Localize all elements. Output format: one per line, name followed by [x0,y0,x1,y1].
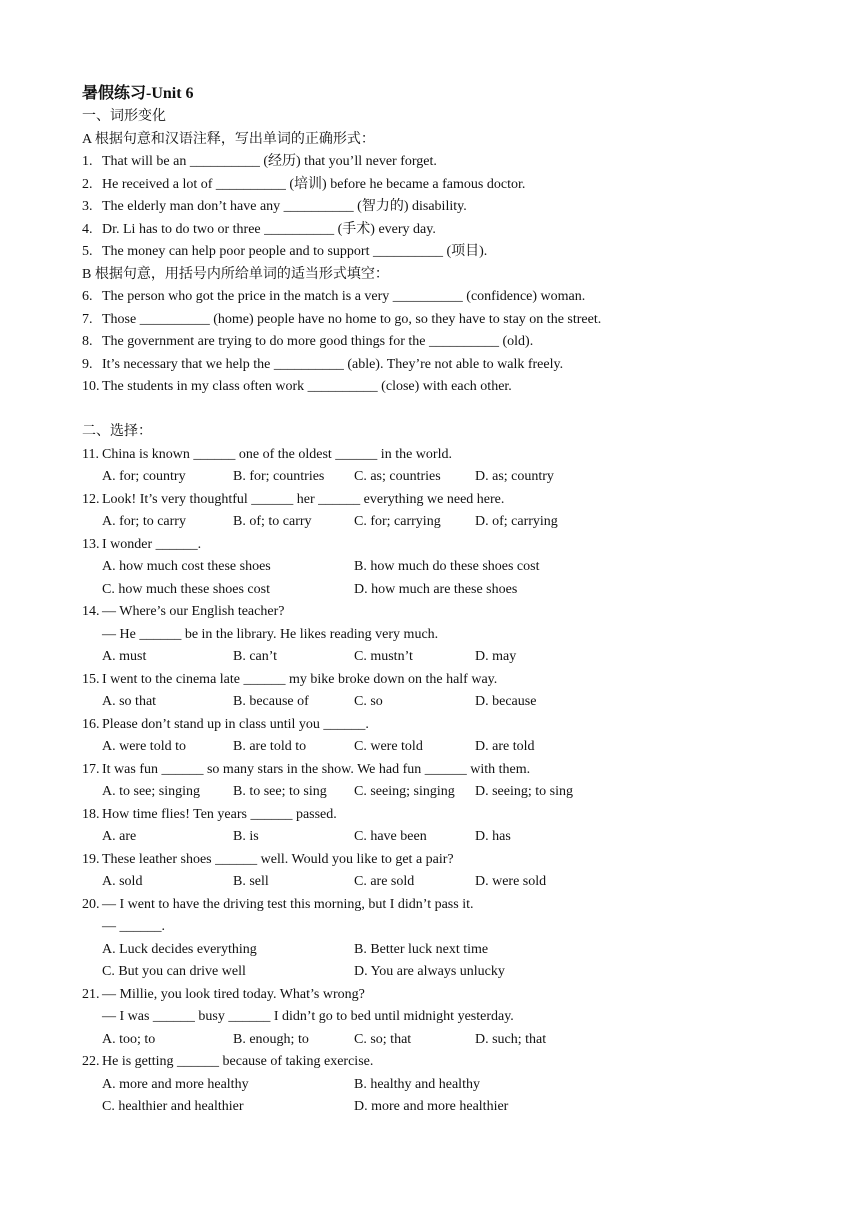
option-row [82,511,782,534]
answer-option: D. of; carrying [475,514,558,529]
question-stem [82,984,782,1007]
question [82,849,782,894]
item-text: The students in my class often work __________ (close) with each other. [102,379,512,394]
option-row [82,871,782,894]
fill-in-item [82,241,782,264]
answer-option: B. can’t [233,649,278,664]
option-row [82,1029,782,1052]
item-text: I went to the cinema late ______ my bike broke down on the half way. [102,671,498,687]
option-row [82,466,782,489]
fill-in-item [82,331,782,354]
answer-option: B. sell [233,874,269,889]
answer-option: A. for; to carry [102,514,186,529]
item-number: 14. [82,604,100,619]
part-b-instruction: B 根据句意，用括号内所给单词的适当形式填空： [82,266,389,282]
item-number: 21. [82,986,100,1002]
worksheet [82,84,782,1119]
item-text: The money can help poor people and to support __________ (项目). [102,244,488,259]
item-number: 15. [82,671,100,687]
item-number: 22. [82,1054,100,1069]
answer-option: C. have been [354,829,427,844]
option-row [82,961,782,984]
item-text: Dr. Li has to do two or three __________ (手术) every day. [102,221,436,237]
item-number: 4. [82,221,93,237]
answer-option: D. as; country [475,469,554,484]
item-number: 10. [82,379,100,394]
fill-in-item [82,174,782,197]
fill-in-item [82,309,782,332]
question-stem [82,601,782,624]
answer-option: A. were told to [102,739,186,754]
question [82,1051,782,1119]
item-text: Please don’t stand up in class until you ______. [102,716,369,732]
option-row [82,1074,782,1097]
option-row [82,1096,782,1119]
question [82,894,782,984]
item-text: — Millie, you look tired today. What’s wrong? [102,986,365,1002]
item-number: 3. [82,199,93,214]
question [82,984,782,1052]
answer-option: D. because [475,694,537,709]
answer-option: A. Luck decides everything [102,941,257,957]
item-text: He is getting ______ because of taking exercise. [102,1054,374,1069]
answer-option: C. But you can drive well [102,964,246,979]
question [82,759,782,804]
item-text: The elderly man don’t have any __________ (智力的) disability. [102,199,467,214]
question [82,534,782,602]
spacer [82,399,782,422]
section-2-heading: 二、选择： [82,424,152,439]
item-number: 5. [82,244,93,259]
item-text: — I went to have the driving test this morning, but I didn’t pass it. [102,896,474,912]
item-text: I wonder ______. [102,536,202,552]
item-text: These leather shoes ______ well. Would you like to get a pair? [102,851,454,867]
option-row [82,579,782,602]
answer-option: C. mustn’t [354,649,413,664]
answer-option: A. for; country [102,469,186,484]
answer-option: B. enough; to [233,1031,309,1047]
item-number: 9. [82,356,93,372]
option-row [82,826,782,849]
answer-option: A. more and more healthy [102,1076,249,1092]
answer-option: C. as; countries [354,469,441,484]
question-stem [82,714,782,737]
item-text: How time flies! Ten years ______ passed. [102,806,337,822]
answer-option: B. Better luck next time [354,941,489,957]
option-row [82,691,782,714]
answer-option: D. such; that [475,1031,547,1047]
item-text: The person who got the price in the match is a very __________ (confidence) woman. [102,289,586,304]
part-b-items [82,286,782,399]
part-a-instruction: A 根据句意和汉语注释，写出单词的正确形式： [82,131,375,147]
fill-in-item [82,286,782,309]
answer-option: B. is [233,829,259,844]
item-text: The government are trying to do more good things for the __________ (old). [102,334,534,349]
answer-option: A. how much cost these shoes [102,559,271,574]
option-row [82,939,782,962]
option-row [82,556,782,579]
item-number: 19. [82,851,100,867]
option-row [82,646,782,669]
item-text: Those __________ (home) people have no home to go, so they have to stay on the street. [102,311,602,327]
question-stem [82,1051,782,1074]
answer-option: C. seeing; singing [354,784,455,799]
item-number: 20. [82,896,100,912]
answer-option: B. to see; to sing [233,784,327,799]
item-text: He received a lot of __________ (培训) before he became a famous doctor. [102,176,526,192]
answer-option: D. were sold [475,874,547,889]
fill-in-item [82,354,782,377]
question [82,804,782,849]
question-stem-line: — He ______ be in the library. He likes reading very much. [102,626,439,642]
question-stem [82,444,782,467]
answer-option: D. has [475,829,511,844]
answer-option: B. healthy and healthy [354,1076,480,1092]
option-row [82,781,782,804]
fill-in-item [82,151,782,174]
item-number: 8. [82,334,93,349]
answer-option: C. so; that [354,1031,412,1047]
item-number: 11. [82,446,99,462]
item-number: 17. [82,761,100,777]
question [82,601,782,669]
question-stem [82,669,782,692]
item-number: 12. [82,491,100,507]
answer-option: D. how much are these shoes [354,581,518,597]
item-text: It was fun ______ so many stars in the show. We had fun ______ with them. [102,761,531,777]
fill-in-item [82,219,782,242]
answer-option: B. of; to carry [233,514,312,529]
answer-option: D. You are always unlucky [354,964,505,979]
question-stem [82,894,782,917]
item-number: 6. [82,289,93,304]
answer-option: B. how much do these shoes cost [354,559,540,574]
question [82,489,782,534]
item-number: 18. [82,806,100,822]
item-number: 2. [82,176,93,192]
question-stem-line: — ______. [102,919,165,934]
answer-option: D. seeing; to sing [475,784,573,799]
answer-option: D. more and more healthier [354,1099,509,1114]
fill-in-item [82,376,782,399]
answer-option: B. are told to [233,739,307,754]
answer-option: C. are sold [354,874,415,889]
fill-in-item [82,196,782,219]
question-stem [82,534,782,557]
option-row [82,736,782,759]
answer-option: A. too; to [102,1031,156,1047]
item-number: 16. [82,716,100,732]
answer-option: C. so [354,694,383,709]
part-a-items [82,151,782,264]
question [82,714,782,759]
answer-option: D. are told [475,739,535,754]
question-stem [82,804,782,827]
question-stem-line: — I was ______ busy ______ I didn’t go to bed until midnight yesterday. [102,1009,514,1024]
answer-option: A. are [102,829,137,844]
item-text: Look! It’s very thoughtful ______ her ______ everything we need here. [102,491,505,507]
question [82,669,782,714]
answer-option: B. because of [233,694,309,709]
answer-option: C. how much these shoes cost [102,581,270,597]
multiple-choice-questions [82,444,782,1119]
item-text: — Where’s our English teacher? [102,604,285,619]
question-stem [82,759,782,782]
section-1-heading: 一、词形变化 [82,109,166,124]
item-text: It’s necessary that we help the __________ (able). They’re not able to walk freely. [102,356,564,372]
item-number: 7. [82,311,93,327]
answer-option: C. were told [354,739,423,754]
question [82,444,782,489]
answer-option: C. healthier and healthier [102,1099,244,1114]
answer-option: B. for; countries [233,469,325,484]
question-stem [82,489,782,512]
item-text: China is known ______ one of the oldest ______ in the world. [102,446,452,462]
question-stem [82,849,782,872]
answer-option: A. must [102,649,147,664]
answer-option: A. so that [102,694,157,709]
answer-option: A. to see; singing [102,784,200,799]
answer-option: D. may [475,649,517,664]
page-title: 暑假练习-Unit 6 [82,85,194,102]
item-number: 13. [82,536,100,552]
answer-option: A. sold [102,874,143,889]
item-number: 1. [82,154,93,169]
item-text: That will be an __________ (经历) that you’ll never forget. [102,154,437,169]
answer-option: C. for; carrying [354,514,441,529]
